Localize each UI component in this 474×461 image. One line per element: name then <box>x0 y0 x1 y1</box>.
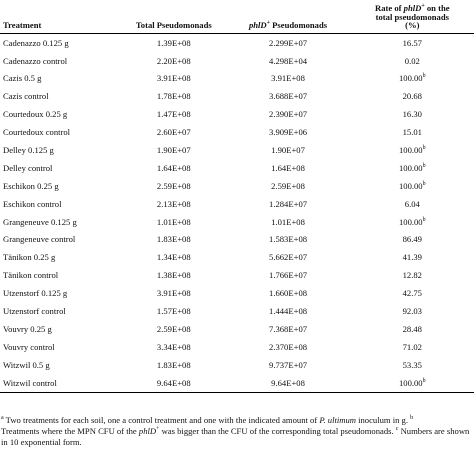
phld-pseudomonads-cell-value: 1.90E+07 <box>271 144 305 155</box>
phld-pseudomonads-cell-value: 4.298E+04 <box>269 55 308 66</box>
total-pseudomonads-cell <box>122 177 225 195</box>
rate-cell <box>351 141 474 159</box>
rate-cell <box>351 34 474 52</box>
table-row <box>0 141 474 159</box>
rate-cell <box>351 159 474 177</box>
rate-cell <box>351 320 474 338</box>
header-phld-rest: Pseudomonads <box>270 20 328 31</box>
rate-cell <box>351 195 474 213</box>
treatment-cell-value: Courtedoux 0.25 g <box>3 109 68 120</box>
phld-pseudomonads-cell-value: 1.660E+08 <box>269 288 308 299</box>
total-pseudomonads-cell <box>122 106 225 124</box>
total-pseudomonads-cell-value: 3.91E+08 <box>156 73 191 84</box>
rate-cell <box>351 356 474 374</box>
treatment-cell-value: Cadenazzo 0.125 g <box>3 37 69 48</box>
phld-pseudomonads-cell <box>225 70 350 88</box>
rate-cell <box>351 284 474 302</box>
header-phld-pseudomonads <box>225 0 350 34</box>
treatment-cell-value: Eschikon control <box>3 198 62 209</box>
rate-cell-value: 20.68 <box>402 91 422 102</box>
phld-pseudomonads-cell <box>225 267 350 285</box>
treatment-cell <box>0 177 122 195</box>
header-treatment: Treatment <box>0 0 122 34</box>
rate-cell <box>351 374 474 392</box>
phld-pseudomonads-cell-value: 3.91E+08 <box>271 73 305 84</box>
rate-footnote-mark: b <box>422 216 426 223</box>
rate-cell <box>351 70 474 88</box>
table-row <box>0 213 474 231</box>
treatment-cell <box>0 374 122 392</box>
phld-pseudomonads-cell-value: 9.737E+07 <box>269 359 308 370</box>
footnote-b-mark: b <box>410 415 414 422</box>
footnote-c-mark: c <box>395 426 399 433</box>
total-pseudomonads-cell <box>122 284 225 302</box>
total-pseudomonads-cell-value: 2.13E+08 <box>156 198 191 209</box>
phld-pseudomonads-cell <box>225 159 350 177</box>
rate-cell-value: 92.03 <box>402 306 422 316</box>
treatment-cell <box>0 88 122 106</box>
treatment-cell <box>0 231 122 249</box>
table-row <box>0 70 474 88</box>
phld-pseudomonads-cell <box>225 302 350 320</box>
rate-cell-value: 16.57 <box>402 37 422 48</box>
treatment-cell <box>0 70 122 88</box>
total-pseudomonads-cell-value: 1.57E+08 <box>156 306 191 316</box>
table-row <box>0 374 474 392</box>
treatment-cell-value: Utzenstorf control <box>3 306 66 316</box>
treatment-cell-value: Vouvry control <box>3 341 55 352</box>
rate-cell-value: 15.01 <box>402 127 422 138</box>
rate-cell-value: 0.02 <box>404 55 420 66</box>
rate-cell-value: 28.48 <box>402 323 422 334</box>
total-pseudomonads-cell <box>122 249 225 267</box>
table-row <box>0 123 474 141</box>
header-rate-line3: (%) <box>405 20 420 31</box>
total-pseudomonads-cell-value: 1.78E+08 <box>156 91 191 102</box>
phld-pseudomonads-cell <box>225 34 350 52</box>
table-row <box>0 106 474 124</box>
phld-pseudomonads-cell <box>225 195 350 213</box>
total-pseudomonads-cell <box>122 141 225 159</box>
table-row <box>0 231 474 249</box>
phld-pseudomonads-cell <box>225 231 350 249</box>
phld-pseudomonads-cell-value: 2.370E+08 <box>269 341 308 352</box>
total-pseudomonads-cell-value: 1.47E+08 <box>156 109 191 120</box>
treatment-cell <box>0 284 122 302</box>
phld-pseudomonads-cell <box>225 123 350 141</box>
footnote-a-mark: a <box>1 415 4 422</box>
total-pseudomonads-cell <box>122 213 225 231</box>
phld-pseudomonads-cell <box>225 249 350 267</box>
total-pseudomonads-cell-value: 2.20E+08 <box>156 55 191 66</box>
treatment-cell-value: Tänikon control <box>3 270 59 281</box>
phld-pseudomonads-cell <box>225 213 350 231</box>
rate-cell <box>351 52 474 70</box>
treatment-cell <box>0 123 122 141</box>
phld-pseudomonads-cell <box>225 177 350 195</box>
rate-footnote-mark: b <box>422 145 426 152</box>
total-pseudomonads-cell-value: 1.38E+08 <box>156 270 191 281</box>
table-row <box>0 195 474 213</box>
header-phld-gene: phlD <box>248 20 267 31</box>
header-rate-line1: Rate of phlD+ on the <box>375 3 450 14</box>
treatment-cell-value: Tänikon 0.25 g <box>3 252 56 263</box>
treatment-cell-value: Eschikon 0.25 g <box>3 180 59 191</box>
total-pseudomonads-cell <box>122 338 225 356</box>
rate-cell <box>351 106 474 124</box>
phld-pseudomonads-cell-value: 1.583E+08 <box>269 234 308 245</box>
total-pseudomonads-cell <box>122 34 225 52</box>
phld-pseudomonads-cell <box>225 284 350 302</box>
rate-cell-value: 86.49 <box>402 234 422 245</box>
rate-cell-value: 16.30 <box>402 109 422 120</box>
rate-cell <box>351 267 474 285</box>
rate-footnote-mark: b <box>422 73 426 80</box>
phld-pseudomonads-cell <box>225 374 350 392</box>
phld-pseudomonads-cell-value: 9.64E+08 <box>271 377 305 388</box>
footnote-b-text: Treatments where the MPN CFU of the <box>1 426 139 437</box>
rate-cell-value: 100.00 <box>398 216 423 227</box>
total-pseudomonads-cell-value: 2.60E+07 <box>156 127 191 138</box>
footnote-b-sup: + <box>156 426 160 433</box>
rate-footnote-mark: b <box>422 163 426 170</box>
treatment-cell-value: Witzwil control <box>3 377 57 388</box>
rate-cell-value: 100.00 <box>398 377 423 388</box>
table-row <box>0 338 474 356</box>
footnote-b-gene: phlD <box>138 426 157 437</box>
total-pseudomonads-cell-value: 1.01E+08 <box>156 216 191 227</box>
total-pseudomonads-cell <box>122 320 225 338</box>
total-pseudomonads-cell <box>122 123 225 141</box>
treatment-cell-value: Utzenstorf 0.125 g <box>3 288 68 299</box>
total-pseudomonads-cell <box>122 88 225 106</box>
rate-cell-value: 6.04 <box>404 198 420 209</box>
total-pseudomonads-cell <box>122 52 225 70</box>
treatment-cell <box>0 338 122 356</box>
table-row <box>0 284 474 302</box>
phld-pseudomonads-cell-value: 1.64E+08 <box>271 162 305 173</box>
total-pseudomonads-cell-value: 1.39E+08 <box>156 37 191 48</box>
rate-cell <box>351 213 474 231</box>
total-pseudomonads-cell-value: 1.90E+07 <box>156 144 191 155</box>
rate-footnote-mark: b <box>422 180 426 187</box>
rate-cell <box>351 123 474 141</box>
phld-pseudomonads-cell-value: 5.662E+07 <box>269 252 308 263</box>
phld-pseudomonads-cell <box>225 52 350 70</box>
treatment-cell <box>0 52 122 70</box>
footnote-b-text2: was bigger than the CFU of the corresponding total pseudomonads. <box>159 426 396 437</box>
rate-cell <box>351 88 474 106</box>
total-pseudomonads-cell <box>122 231 225 249</box>
table-row <box>0 249 474 267</box>
rate-cell-value: 100.00 <box>398 144 423 155</box>
total-pseudomonads-cell <box>122 267 225 285</box>
treatment-cell-value: Cazis control <box>3 91 49 102</box>
table-row <box>0 52 474 70</box>
rate-cell-value: 100.00 <box>398 162 423 173</box>
total-pseudomonads-cell-value: 3.91E+08 <box>156 288 191 299</box>
rate-cell-value: 12.82 <box>402 270 422 281</box>
total-pseudomonads-cell <box>122 374 225 392</box>
phld-pseudomonads-cell <box>225 88 350 106</box>
table-row <box>0 267 474 285</box>
phld-pseudomonads-cell <box>225 338 350 356</box>
rate-cell-value: 42.75 <box>402 288 422 299</box>
treatment-cell <box>0 267 122 285</box>
phld-pseudomonads-cell-value: 7.368E+07 <box>269 323 308 334</box>
phld-pseudomonads-cell-value: 3.688E+07 <box>269 91 308 102</box>
phld-pseudomonads-cell-value: 1.444E+08 <box>269 306 308 316</box>
table-body <box>0 34 474 393</box>
treatment-cell-value: Cazis 0.5 g <box>3 73 42 84</box>
table-row <box>0 177 474 195</box>
phld-pseudomonads-cell-value: 1.01E+08 <box>271 216 305 227</box>
rate-cell-value: 100.00 <box>398 180 423 191</box>
rate-cell-value: 100.00 <box>398 73 423 84</box>
table-row <box>0 34 474 52</box>
rate-cell <box>351 302 474 320</box>
treatment-cell-value: Witzwil 0.5 g <box>3 359 50 370</box>
treatment-cell-value: Courtedoux control <box>3 127 71 138</box>
table-row <box>0 302 474 320</box>
table-row <box>0 159 474 177</box>
table-row <box>0 356 474 374</box>
table-row <box>0 88 474 106</box>
phld-pseudomonads-cell-value: 1.284E+07 <box>269 198 308 209</box>
header-rate-line2: total pseudomonads <box>375 11 449 22</box>
total-pseudomonads-cell-value: 1.83E+08 <box>156 234 191 245</box>
treatment-cell-value: Grangeneuve control <box>3 234 76 245</box>
total-pseudomonads-cell-value: 3.34E+08 <box>156 341 191 352</box>
header-total-pseudomonads: Total Pseudomonads <box>122 0 225 34</box>
treatment-cell-value: Vouvry 0.25 g <box>3 323 52 334</box>
table-footnote <box>1 415 473 449</box>
treatment-cell <box>0 249 122 267</box>
treatment-cell <box>0 320 122 338</box>
total-pseudomonads-cell <box>122 159 225 177</box>
total-pseudomonads-cell <box>122 195 225 213</box>
phld-pseudomonads-cell-value: 2.299E+07 <box>269 37 308 48</box>
header-phld-sup: + <box>266 20 271 27</box>
footnote-a-species: P. ultimum <box>319 415 356 425</box>
phld-pseudomonads-cell-value: 2.390E+07 <box>269 109 308 120</box>
treatment-cell <box>0 141 122 159</box>
rate-cell <box>351 177 474 195</box>
phld-pseudomonads-cell <box>225 141 350 159</box>
rate-footnote-mark: b <box>422 377 426 384</box>
phld-pseudomonads-cell-value: 3.909E+06 <box>269 127 308 138</box>
phld-pseudomonads-cell <box>225 320 350 338</box>
phld-pseudomonads-cell <box>225 106 350 124</box>
treatment-cell-value: Delley control <box>3 162 53 173</box>
header-rate <box>351 0 474 34</box>
treatment-cell-value: Cadenazzo control <box>3 55 68 66</box>
treatment-cell <box>0 106 122 124</box>
total-pseudomonads-cell <box>122 302 225 320</box>
total-pseudomonads-cell-value: 1.83E+08 <box>156 359 191 370</box>
treatment-cell <box>0 34 122 52</box>
treatment-cell <box>0 356 122 374</box>
total-pseudomonads-cell <box>122 356 225 374</box>
total-pseudomonads-cell-value: 1.34E+08 <box>156 252 191 263</box>
treatment-cell-value: Delley 0.125 g <box>3 144 54 155</box>
footnote-c-text: Numbers are shown in 10 exponential form. <box>1 426 470 448</box>
phld-pseudomonads-cell-value: 1.766E+07 <box>269 270 308 281</box>
treatment-cell-value: Grangeneuve 0.125 g <box>3 216 77 227</box>
rate-cell <box>351 338 474 356</box>
footnote-a-text2: inoculum in g. <box>355 415 411 425</box>
total-pseudomonads-cell-value: 2.59E+08 <box>156 323 191 334</box>
total-pseudomonads-cell-value: 2.59E+08 <box>156 180 191 191</box>
treatment-cell <box>0 195 122 213</box>
table-row <box>0 320 474 338</box>
treatment-cell <box>0 159 122 177</box>
rate-cell-value: 71.02 <box>402 341 422 352</box>
phld-pseudomonads-cell-value: 2.59E+08 <box>271 180 305 191</box>
header-row <box>0 0 474 34</box>
total-pseudomonads-cell-value: 9.64E+08 <box>156 377 191 388</box>
rate-cell-value: 53.35 <box>402 359 422 370</box>
treatment-cell <box>0 302 122 320</box>
footnote-a-text: Two treatments for each soil, one a control treatment and one with the indicated amount of <box>3 415 320 425</box>
total-pseudomonads-cell-value: 1.64E+08 <box>156 162 191 173</box>
phld-pseudomonads-cell <box>225 356 350 374</box>
rate-cell <box>351 249 474 267</box>
rate-cell-value: 41.39 <box>402 252 422 263</box>
rate-cell <box>351 231 474 249</box>
total-pseudomonads-cell <box>122 70 225 88</box>
treatment-cell <box>0 213 122 231</box>
